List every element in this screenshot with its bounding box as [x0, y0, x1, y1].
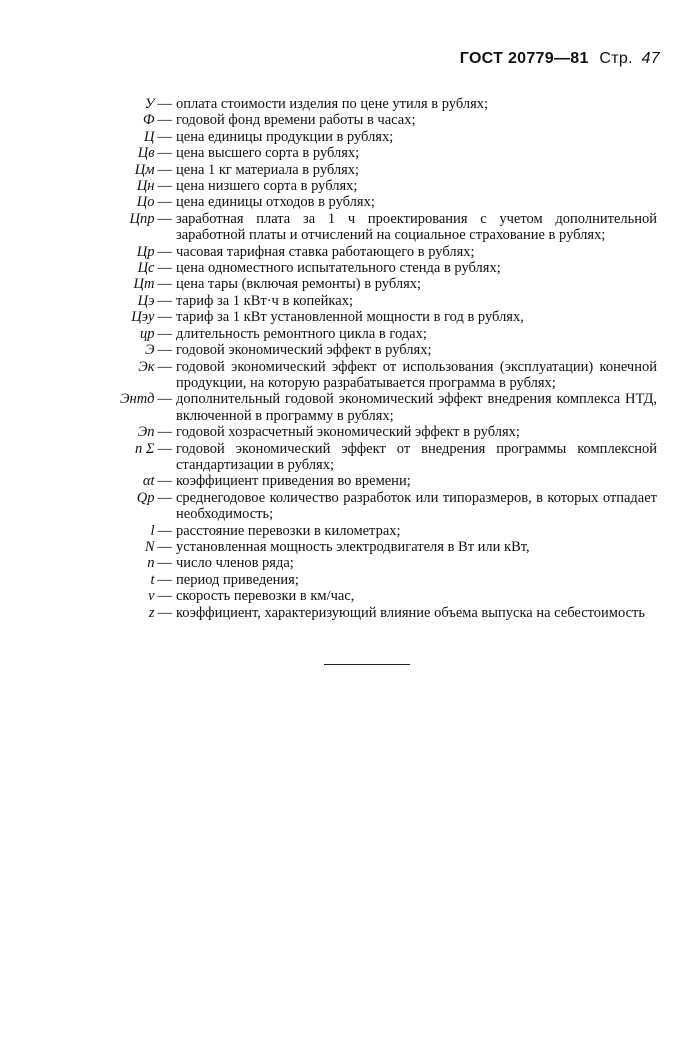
definition-dash: — — [157, 128, 172, 145]
definition-term — [0, 605, 172, 621]
definition-symbol: N — [144, 538, 155, 555]
definition-symbol: Цо — [136, 194, 155, 211]
end-rule — [324, 664, 410, 665]
definition-dash: — — [157, 96, 172, 112]
definition-text: число членов ряда; — [176, 555, 294, 572]
definition-text: расстояние перевозки в километрах; — [176, 522, 401, 539]
definition-row — [0, 211, 700, 244]
definition-dash: — — [157, 391, 172, 408]
definition-symbol: Ц — [144, 128, 155, 145]
definition-term — [0, 588, 172, 604]
definition-term — [0, 342, 172, 358]
definition-row — [0, 523, 700, 539]
definition-term — [0, 178, 172, 194]
definition-text: цена одноместного испытательного стенда в рублях; — [176, 260, 501, 277]
definition-text: цена единицы отходов в рублях; — [176, 194, 375, 211]
definition-row — [0, 309, 700, 325]
page-header — [460, 50, 660, 68]
definition-text: тариф за 1 кВт установленной мощности в год в рублях, — [176, 309, 524, 326]
definition-dash: — — [157, 522, 172, 539]
definition-term — [0, 162, 172, 178]
definition-text: длительность ремонтного цикла в годах; — [176, 325, 427, 342]
definition-text: годовой экономический эффект от внедрения программы комплексной стандартизации в рублях; — [176, 440, 657, 473]
definition-term — [0, 441, 172, 457]
definition-symbol: t — [150, 571, 155, 588]
definition-term — [0, 194, 172, 210]
definition-symbol: Цт — [133, 276, 155, 293]
definition-row — [0, 194, 700, 210]
definition-row — [0, 162, 700, 178]
definition-dash: — — [157, 309, 172, 326]
definition-dash: — — [157, 161, 172, 178]
definition-dash: — — [157, 210, 172, 227]
definition-symbol: n — [147, 555, 155, 572]
definition-symbol: αt — [142, 473, 155, 490]
definition-text: заработная плата за 1 ч проектирования с учетом дополнительной заработной платы и отчислений на социальное страхование в рублях; — [176, 210, 657, 244]
definition-text: годовой экономический эффект от использования (эксплуатации) конечной продукции, на которую разрабатывается программа в рублях; — [176, 358, 657, 391]
definition-dash: — — [157, 571, 172, 588]
definition-symbol: Qр — [136, 489, 155, 506]
standard-number: ГОСТ 20779—81 — [459, 50, 589, 67]
definition-text: годовой фонд времени работы в часах; — [176, 112, 416, 129]
definition-symbol: Цм — [134, 161, 155, 178]
definition-symbol: Цпр — [129, 210, 155, 227]
definition-text: цена единицы продукции в рублях; — [176, 128, 394, 145]
definition-dash: — — [157, 194, 172, 211]
definition-dash: — — [157, 604, 172, 621]
definition-text: установленная мощность электродвигателя в Вт или кВт, — [176, 538, 530, 555]
definition-term — [0, 359, 172, 375]
definition-row — [0, 441, 700, 474]
definition-row — [0, 490, 700, 523]
definition-term — [0, 112, 172, 128]
definition-symbol: l — [150, 522, 155, 539]
definition-row — [0, 539, 700, 555]
definition-row — [0, 473, 700, 489]
definition-dash: — — [157, 358, 172, 375]
definition-term — [0, 145, 172, 161]
definition-text: тариф за 1 кВт·ч в копейках; — [176, 292, 353, 309]
definition-term — [0, 293, 172, 309]
definition-text: среднегодовое количество разработок или типоразмеров, в которых отпадает необходимость; — [176, 489, 657, 523]
definition-term — [0, 276, 172, 292]
definition-term — [0, 129, 172, 145]
definition-row — [0, 342, 700, 358]
definition-term — [0, 490, 172, 506]
definition-term — [0, 555, 172, 571]
definition-row — [0, 555, 700, 571]
definition-dash: — — [157, 555, 172, 572]
definition-row — [0, 276, 700, 292]
definition-dash: — — [157, 260, 172, 277]
definition-symbol: z — [148, 604, 155, 621]
definition-row — [0, 178, 700, 194]
definition-dash: — — [157, 440, 172, 457]
definition-symbol: v — [148, 588, 155, 605]
definition-text: коэффициент приведения во времени; — [176, 473, 411, 490]
definition-row — [0, 129, 700, 145]
definition-symbol: Ф — [142, 112, 155, 129]
definition-dash: — — [157, 588, 172, 605]
page-number: 47 — [641, 50, 660, 67]
definition-term — [0, 572, 172, 588]
definition-term — [0, 391, 172, 407]
definition-text: годовой экономический эффект в рублях; — [176, 342, 432, 359]
definition-term — [0, 424, 172, 440]
definition-text: коэффициент, характеризующий влияние объема выпуска на себестоимость — [176, 604, 645, 621]
definition-dash: — — [157, 325, 172, 342]
definition-term — [0, 539, 172, 555]
definition-row — [0, 145, 700, 161]
definition-row — [0, 588, 700, 604]
definition-row — [0, 244, 700, 260]
definition-symbol: У — [144, 96, 155, 112]
definition-symbol: Цр — [136, 243, 155, 260]
definition-row — [0, 326, 700, 342]
definition-text: дополнительный годовой экономический эффект внедрения комплекса НТД, включенной в программу в рублях; — [176, 391, 657, 424]
definition-text: скорость перевозки в км/час, — [176, 588, 355, 605]
definition-symbol: Цв — [137, 145, 155, 162]
definition-symbol: Эк — [138, 358, 155, 375]
definition-text: период приведения; — [176, 571, 299, 588]
definition-term — [0, 260, 172, 276]
definition-text: цена тары (включая ремонты) в рублях; — [176, 276, 422, 293]
definition-term — [0, 523, 172, 539]
definition-text: цена низшего сорта в рублях; — [176, 178, 358, 195]
definition-row — [0, 112, 700, 128]
definition-symbol: Цэ — [137, 292, 155, 309]
definition-row — [0, 96, 700, 112]
definition-dash: — — [157, 538, 172, 555]
definition-text: цена высшего сорта в рублях; — [176, 145, 360, 162]
definition-term — [0, 473, 172, 489]
definition-dash: — — [157, 424, 172, 441]
definition-dash: — — [157, 292, 172, 309]
definition-text: годовой хозрасчетный экономический эффект в рублях; — [176, 424, 520, 441]
definition-symbol: Э — [145, 342, 155, 359]
definition-symbol: Энтд — [120, 391, 155, 408]
definition-row — [0, 424, 700, 440]
definition-dash: — — [157, 473, 172, 490]
definition-row — [0, 293, 700, 309]
definition-dash: — — [157, 243, 172, 260]
definition-symbol: цр — [140, 325, 155, 342]
definition-row — [0, 605, 700, 621]
definition-symbol: Цн — [136, 178, 155, 195]
definition-symbol: Цс — [137, 260, 155, 277]
definition-symbol: Эп — [137, 424, 155, 441]
page-label: Стр. — [599, 50, 633, 67]
definition-term — [0, 96, 172, 112]
symbol-definitions-list — [0, 96, 700, 621]
definition-dash: — — [157, 276, 172, 293]
definition-row — [0, 260, 700, 276]
definition-row — [0, 572, 700, 588]
definition-dash: — — [157, 145, 172, 162]
definition-row — [0, 359, 700, 392]
definition-dash: — — [157, 178, 172, 195]
definition-text: оплата стоимости изделия по цене утиля в рублях; — [176, 96, 489, 112]
definition-symbol: п Σ — [135, 440, 155, 457]
definition-symbol: Цэу — [131, 309, 155, 326]
definition-dash: — — [157, 342, 172, 359]
definition-term — [0, 244, 172, 260]
definition-dash: — — [157, 112, 172, 129]
definition-term — [0, 309, 172, 325]
definition-dash: — — [157, 489, 172, 506]
definition-text: часовая тарифная ставка работающего в рублях; — [176, 243, 475, 260]
definition-term — [0, 211, 172, 227]
definition-text: цена 1 кг материала в рублях; — [176, 161, 360, 178]
definition-row — [0, 391, 700, 424]
definition-term — [0, 326, 172, 342]
